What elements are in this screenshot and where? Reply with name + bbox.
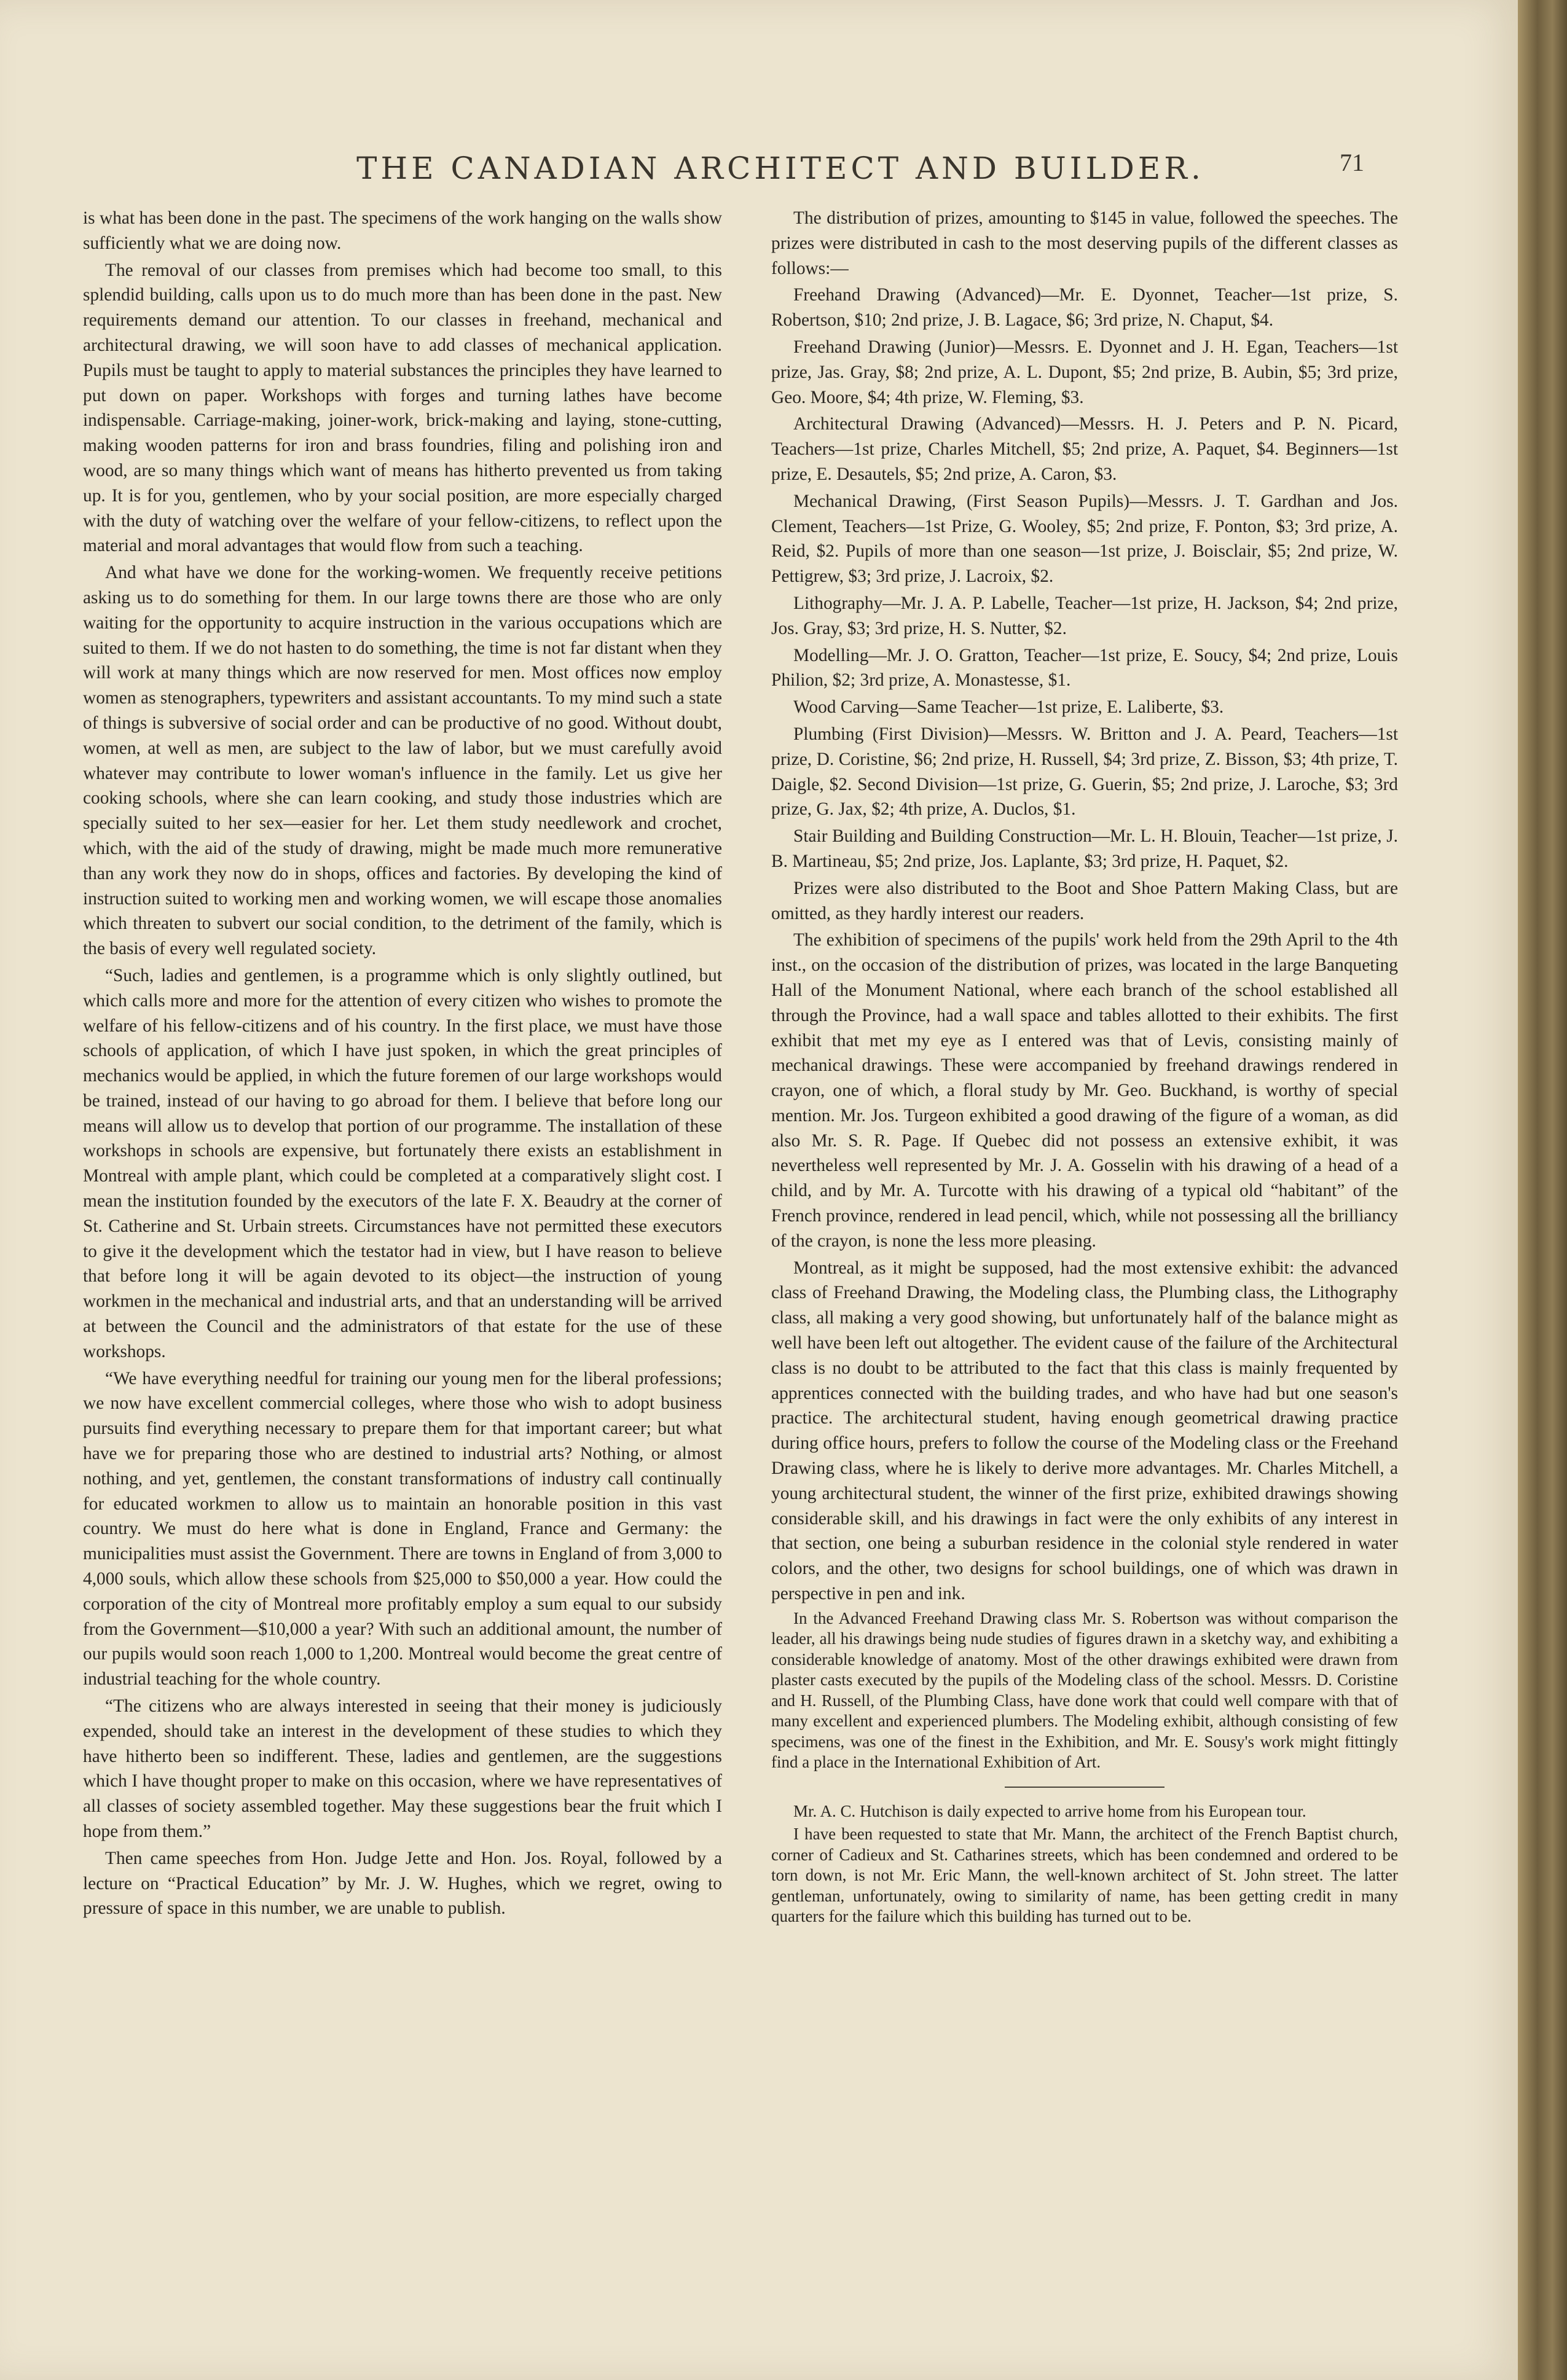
paragraph: The distribution of prizes, amounting to $145 in value, followed the speeches. The prizes were distributed in cash to the most deserving pupils of the different classes as follows:— bbox=[771, 208, 1398, 278]
running-title: THE CANADIAN ARCHITECT AND BUILDER. bbox=[356, 151, 1204, 186]
paragraph: Montreal, as it might be supposed, had the most extensive exhibit: the advanced class of Freehand Drawing, the Modeling class, the Plumbing class, the Lithography class, all making a very good showing, but unfortunately half of the balance might as well have been left out altogether. The evident cause of the failure of the Architectural class is no doubt to be attributed to the fact that this class is mainly frequented by apprentices connected with the building trades, and who have had but one season's practice. The architectural student, having enough geometrical drawing practice during office hours, prefers to follow the course of the Modeling class or the Freehand Drawing class, where he is likely to derive more advantages. Mr. Charles Mitchell, a young architectural student, the winner of the first prize, exhibited drawings showing considerable skill, and his drawings in fact were the only exhibits of any interest in that section, one being a suburban residence in the colonial style rendered in water colors, and the other, two designs for school buildings, one of which was drawn in perspective in pen and ink. bbox=[771, 1258, 1398, 1604]
paragraph: Prizes were also distributed to the Boot and Shoe Pattern Making Class, but are omitted, as they hardly interest our readers. bbox=[771, 878, 1398, 923]
page-header bbox=[74, 151, 1475, 194]
paragraph: “We have everything needful for training our young men for the liberal professions; we now have excellent commercial colleges, where those who wish to adopt business pursuits find everything necessary to prepare them for that important career; but what have we for preparing those who are destined to industrial arts? Nothing, or almost nothing, and yet, gentlemen, the constant transformations of industry call continually for educated workmen to allow us to maintain an honorable position in this vast country. We must do here what is done in England, France and Germany: the municipalities must assist the Government. There are towns in England of from 3,000 to 4,000 souls, which allow these schools from $25,000 to $50,000 a year. How could the corporation of the city of Montreal more profitably employ a sum equal to our subsidy from the Government—$10,000 a year? With such an additional amount, the number of our pupils would soon reach 1,000 to 1,200. Montreal would become the great centre of industrial teaching for the whole country. bbox=[83, 1368, 722, 1689]
paragraph: The removal of our classes from premises which had become too small, to this splendid building, calls upon us to do much more than has been done in the past. New requirements demand our attention. To our classes in freehand, mechanical and architectural drawing, we will soon have to add classes of mechanical application. Pupils must be taught to apply to material substances the principles they have learned to put down on paper. Workshops with forges and turning lathes have become indispensable. Carriage-making, joiner-work, brick-making and laying, stone-cutting, making wooden patterns for iron and brass foundries, filing and polishing iron and wood, are so many things which want of means has hitherto prevented us from taking up. It is for you, gentlemen, who by your social position, are more especially charged with the duty of watching over the welfare of your fellow-citizens, to reflect upon the material and moral advantages that would flow from such a teaching. bbox=[83, 260, 722, 556]
prize-list-item: Modelling—Mr. J. O. Gratton, Teacher—1st prize, E. Soucy, $4; 2nd prize, Louis Philion, $2; 3rd prize, A. Monastesse, $1. bbox=[771, 645, 1398, 691]
right-column bbox=[771, 206, 1398, 1930]
book-spine bbox=[1518, 0, 1567, 2380]
paragraph: And what have we done for the working-women. We frequently receive petitions asking us to do something for them. In our large towns there are those who are only waiting for the opportunity to acquire instruction in the various occupations which are suited to them. If we do not hasten to do something, the time is not far distant when they will work at many things which are now reserved for men. Most offices now employ women as stenographers, typewriters and assistant accountants. To my mind such a state of things is subversive of social order and can be productive of no good. Without doubt, women, at well as men, are subject to the law of labor, but we must carefully avoid whatever may contribute to lower woman's influence in the family. Let us give her cooking schools, where she can learn cooking, and study those industries which are specially suited to her sex—easier for her. Let them study needlework and crochet, which, with the aid of the study of drawing, might be made much more remunerative than any work they now do in shops, offices and factories. By developing the kind of instruction suited to working men and working women, we will escape those anomalies which threaten to subvert our social condition, to the detriment of the family, which is the basis of every well regulated society. bbox=[83, 563, 722, 959]
prize-list-item: Lithography—Mr. J. A. P. Labelle, Teacher—1st prize, H. Jackson, $4; 2nd prize, Jos. Gray, $3; 3rd prize, H. S. Nutter, $2. bbox=[771, 593, 1398, 638]
paragraph: is what has been done in the past. The specimens of the work hanging on the walls show sufficiently what we are doing now. bbox=[83, 208, 722, 253]
paragraph: Then came speeches from Hon. Judge Jette and Hon. Jos. Royal, followed by a lecture on “Practical Education” by Mr. J. W. Hughes, which we regret, owing to pressure of space in this number, we are unable to publish. bbox=[83, 1848, 722, 1919]
prize-list-item: Mechanical Drawing, (First Season Pupils)—Messrs. J. T. Gardhan and Jos. Clement, Teachers—1st Prize, G. Wooley, $5; 2nd prize, F. Ponton, $3; 3rd prize, A. Reid, $2. Pupils of more than one season—1st prize, J. Boisclair, $5; 2nd prize, W. Pettigrew, $3; 3rd prize, J. Lacroix, $2. bbox=[771, 491, 1398, 587]
left-column bbox=[83, 206, 722, 1923]
prize-list-item: Architectural Drawing (Advanced)—Messrs. H. J. Peters and P. N. Picard, Teachers—1st prize, Charles Mitchell, $5; 2nd prize, A. Paquet, $4. Beginners—1st prize, E. Desautels, $5; 2nd prize, A. Caron, $3. bbox=[771, 414, 1398, 484]
news-note: I have been requested to state that Mr. Mann, the architect of the French Baptist church, corner of Cadieux and St. Catharines streets, which has been condemned and ordered to be torn down, is not Mr. Eric Mann, the well-known architect of St. John street. The latter gentleman, unfortunately, owing to similarity of name, has been getting credit in many quarters for the failure which this building has turned out to be. bbox=[771, 1825, 1398, 1926]
paragraph: The exhibition of specimens of the pupils' work held from the 29th April to the 4th inst., on the occasion of the distribution of prizes, was located in the large Banqueting Hall of the Monument National, where each branch of the school established all through the Province, had a wall space and tables allotted to their exhibits. The first exhibit that met my eye as I entered was that of Levis, consisting mainly of mechanical drawings. These were accompanied by freehand drawings rendered in crayon, one of which, a floral study by Mr. Geo. Buckhand, is worthy of special mention. Mr. Jos. Turgeon exhibited a good drawing of the figure of a woman, as did also Mr. S. R. Page. If Quebec did not possess an extensive exhibit, it was nevertheless well represented by Mr. J. A. Gosselin with his drawing of a head of a child, and by Mr. A. Turcotte with his drawing of a typical old “habitant” of the French province, rendered in lead pencil, which, while not possessing all the brilliancy of the crayon, is none the less more pleasing. bbox=[771, 930, 1398, 1251]
page-number: 71 bbox=[1340, 149, 1364, 176]
prize-list-item: Plumbing (First Division)—Messrs. W. Britton and J. A. Peard, Teachers—1st prize, D. Coristine, $6; 2nd prize, H. Russell, $4; 3rd prize, Z. Bisson, $3; 4th prize, T. Daigle, $2. Second Division—1st prize, G. Guerin, $5; 2nd prize, J. Laroche, $3; 3rd prize, G. Jax, $2; 4th prize, A. Duclos, $1. bbox=[771, 724, 1398, 820]
paragraph: “The citizens who are always interested in seeing that their money is judiciously expended, should take an interest in the development of these studies to which they have hitherto been so indifferent. These, ladies and gentlemen, are the suggestions which I have thought proper to make on this occasion, where we have representatives of all classes of society assembled together. May these suggestions bear the fruit which I hope from them.” bbox=[83, 1696, 722, 1841]
prize-list-item: Wood Carving—Same Teacher—1st prize, E. Laliberte, $3. bbox=[793, 697, 1224, 718]
paragraph: In the Advanced Freehand Drawing class Mr. S. Robertson was without comparison the leader, all his drawings being nude studies of figures drawn in a sketchy way, and exhibiting a considerable knowledge of anatomy. Most of the other drawings exhibited were drawn from plaster casts executed by the pupils of the Modeling class of the school. Messrs. D. Coristine and H. Russell, of the Plumbing Class, have done work that could well compare with that of many excellent and experienced plumbers. The Modeling exhibit, although consisting of few specimens, was one of the finest in the Exhibition, and Mr. E. Sousy's work might fittingly find a place in the International Exhibition of Art. bbox=[771, 1608, 1398, 1772]
section-divider bbox=[1005, 1787, 1164, 1788]
prize-list-item: Freehand Drawing (Advanced)—Mr. E. Dyonnet, Teacher—1st prize, S. Robertson, $10; 2nd prize, J. B. Lagace, $6; 3rd prize, N. Chaput, $4. bbox=[771, 285, 1398, 331]
news-note: Mr. A. C. Hutchison is daily expected to arrive home from his European tour. bbox=[793, 1801, 1306, 1820]
prize-list-item: Stair Building and Building Construction—Mr. L. H. Blouin, Teacher—1st prize, J. B. Martineau, $5; 2nd prize, Jos. Laplante, $3; 3rd prize, H. Paquet, $2. bbox=[771, 826, 1398, 871]
prize-list-item: Freehand Drawing (Junior)—Messrs. E. Dyonnet and J. H. Egan, Teachers—1st prize, Jas. Gray, $8; 2nd prize, A. L. Dupont, $5; 2nd prize, B. Aubin, $5; 3rd prize, Geo. Moore, $4; 4th prize, W. Fleming, $3. bbox=[771, 337, 1398, 407]
paragraph: “Such, ladies and gentlemen, is a programme which is only slightly outlined, but which calls more and more for the attention of every citizen who wishes to promote the welfare of his fellow-citizens and of his country. In the first place, we must have those schools of application, of which I have just spoken, in which the great principles of mechanics would be applied, in which the future foremen of our large workshops would be trained, instead of our having to go abroad for them. I believe that before long our means will allow us to develop that portion of our programme. The installation of these workshops in schools are expensive, but fortunately there exists an establishment in Montreal with ample plant, which could be completed at a comparatively slight cost. I mean the institution founded by the executors of the late F. X. Beaudry at the corner of St. Catherine and St. Urbain streets. Circumstances have not permitted these executors to give it the development which the testator had in view, but I have reason to believe that before long it will be again devoted to its object—the instruction of young workmen in the mechanical and industrial arts, and that an understanding will be arrived at between the Council and the administrators of that estate for the use of these workshops. bbox=[83, 965, 722, 1361]
